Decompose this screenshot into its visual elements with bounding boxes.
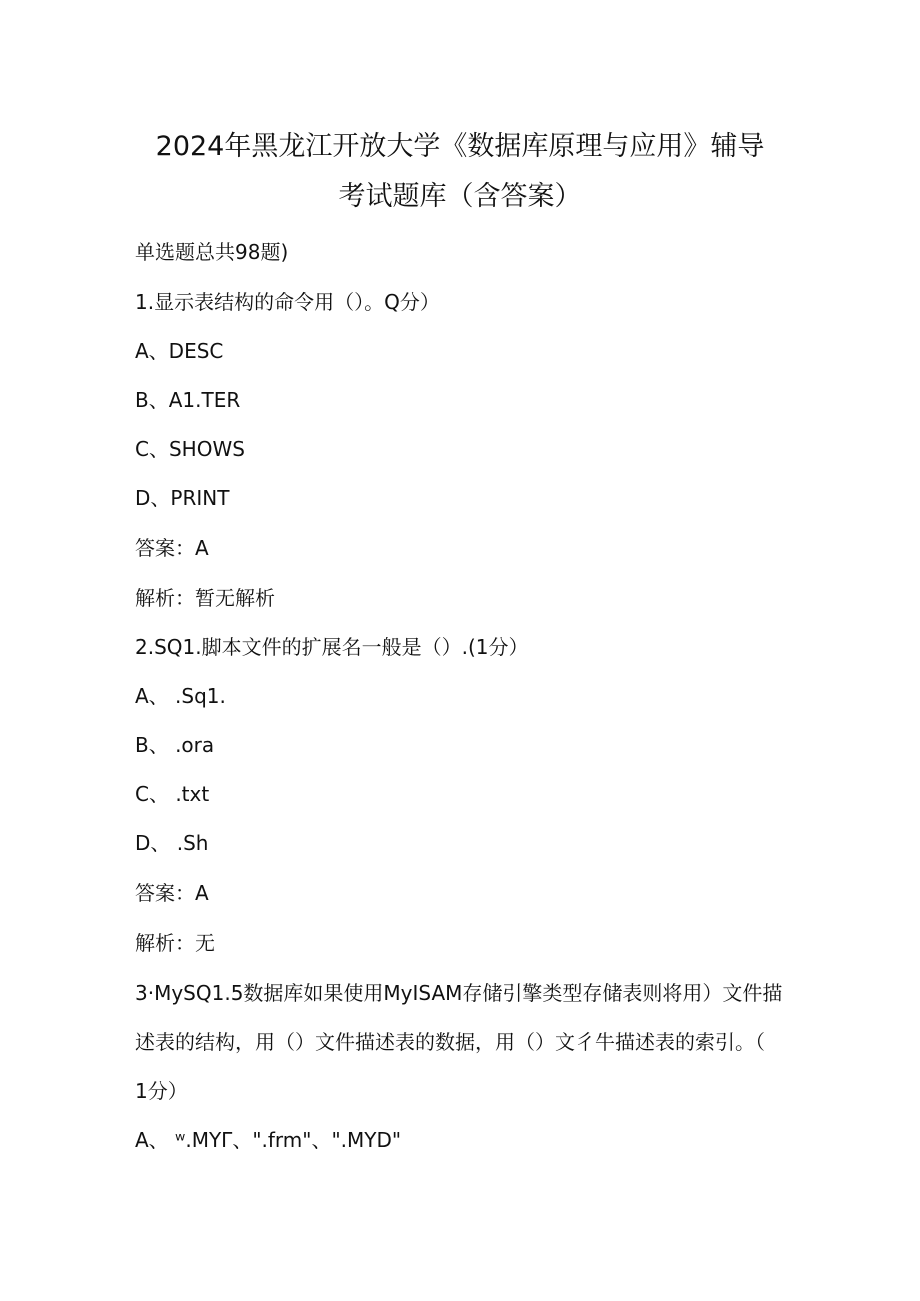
question-2-option-b: B、 .ora	[135, 733, 215, 757]
question-2-text: 2.SQ1.脚本文件的扩展名一般是（）.(1分）	[135, 635, 529, 659]
document-title-line-2: 考试题库（含答案）	[338, 181, 582, 212]
question-1-answer: 答案：A	[135, 536, 209, 560]
question-1-option-c: C、SHOWS	[135, 437, 245, 461]
question-3-text-line-1: 3·MySQ1.5数据库如果使用MyISAM存储引擎类型存储表则将用）文件描	[135, 981, 783, 1005]
question-2-option-d: D、 .Sh	[135, 831, 209, 855]
question-1-option-b: B、A1.TER	[135, 388, 241, 412]
section-header: 单选题总共98题)	[135, 240, 289, 264]
question-1-text: 1.显示表结构的命令用（）。Q分）	[135, 290, 440, 314]
question-3-text-line-3: 1分）	[135, 1079, 188, 1103]
question-2-option-a: A、 .Sq1.	[135, 684, 226, 708]
document-title-line-1: 2024年黑龙江开放大学《数据库原理与应用》辅导	[155, 131, 765, 162]
question-1-analysis: 解析：暂无解析	[135, 586, 275, 610]
question-2-analysis: 解析：无	[135, 931, 215, 955]
question-1-option-a: A、DESC	[135, 339, 224, 363]
question-3-option-a: A、 ʷ.MYΓ、".frm"、".MYD"	[135, 1128, 402, 1152]
question-2-answer: 答案：A	[135, 881, 209, 905]
question-2-option-c: C、 .txt	[135, 782, 210, 806]
question-3-text-line-2: 述表的结构，用（）文件描述表的数据，用（）文彳牛描述表的索引。（	[135, 1030, 765, 1054]
question-1-option-d: D、PRINT	[135, 486, 230, 510]
